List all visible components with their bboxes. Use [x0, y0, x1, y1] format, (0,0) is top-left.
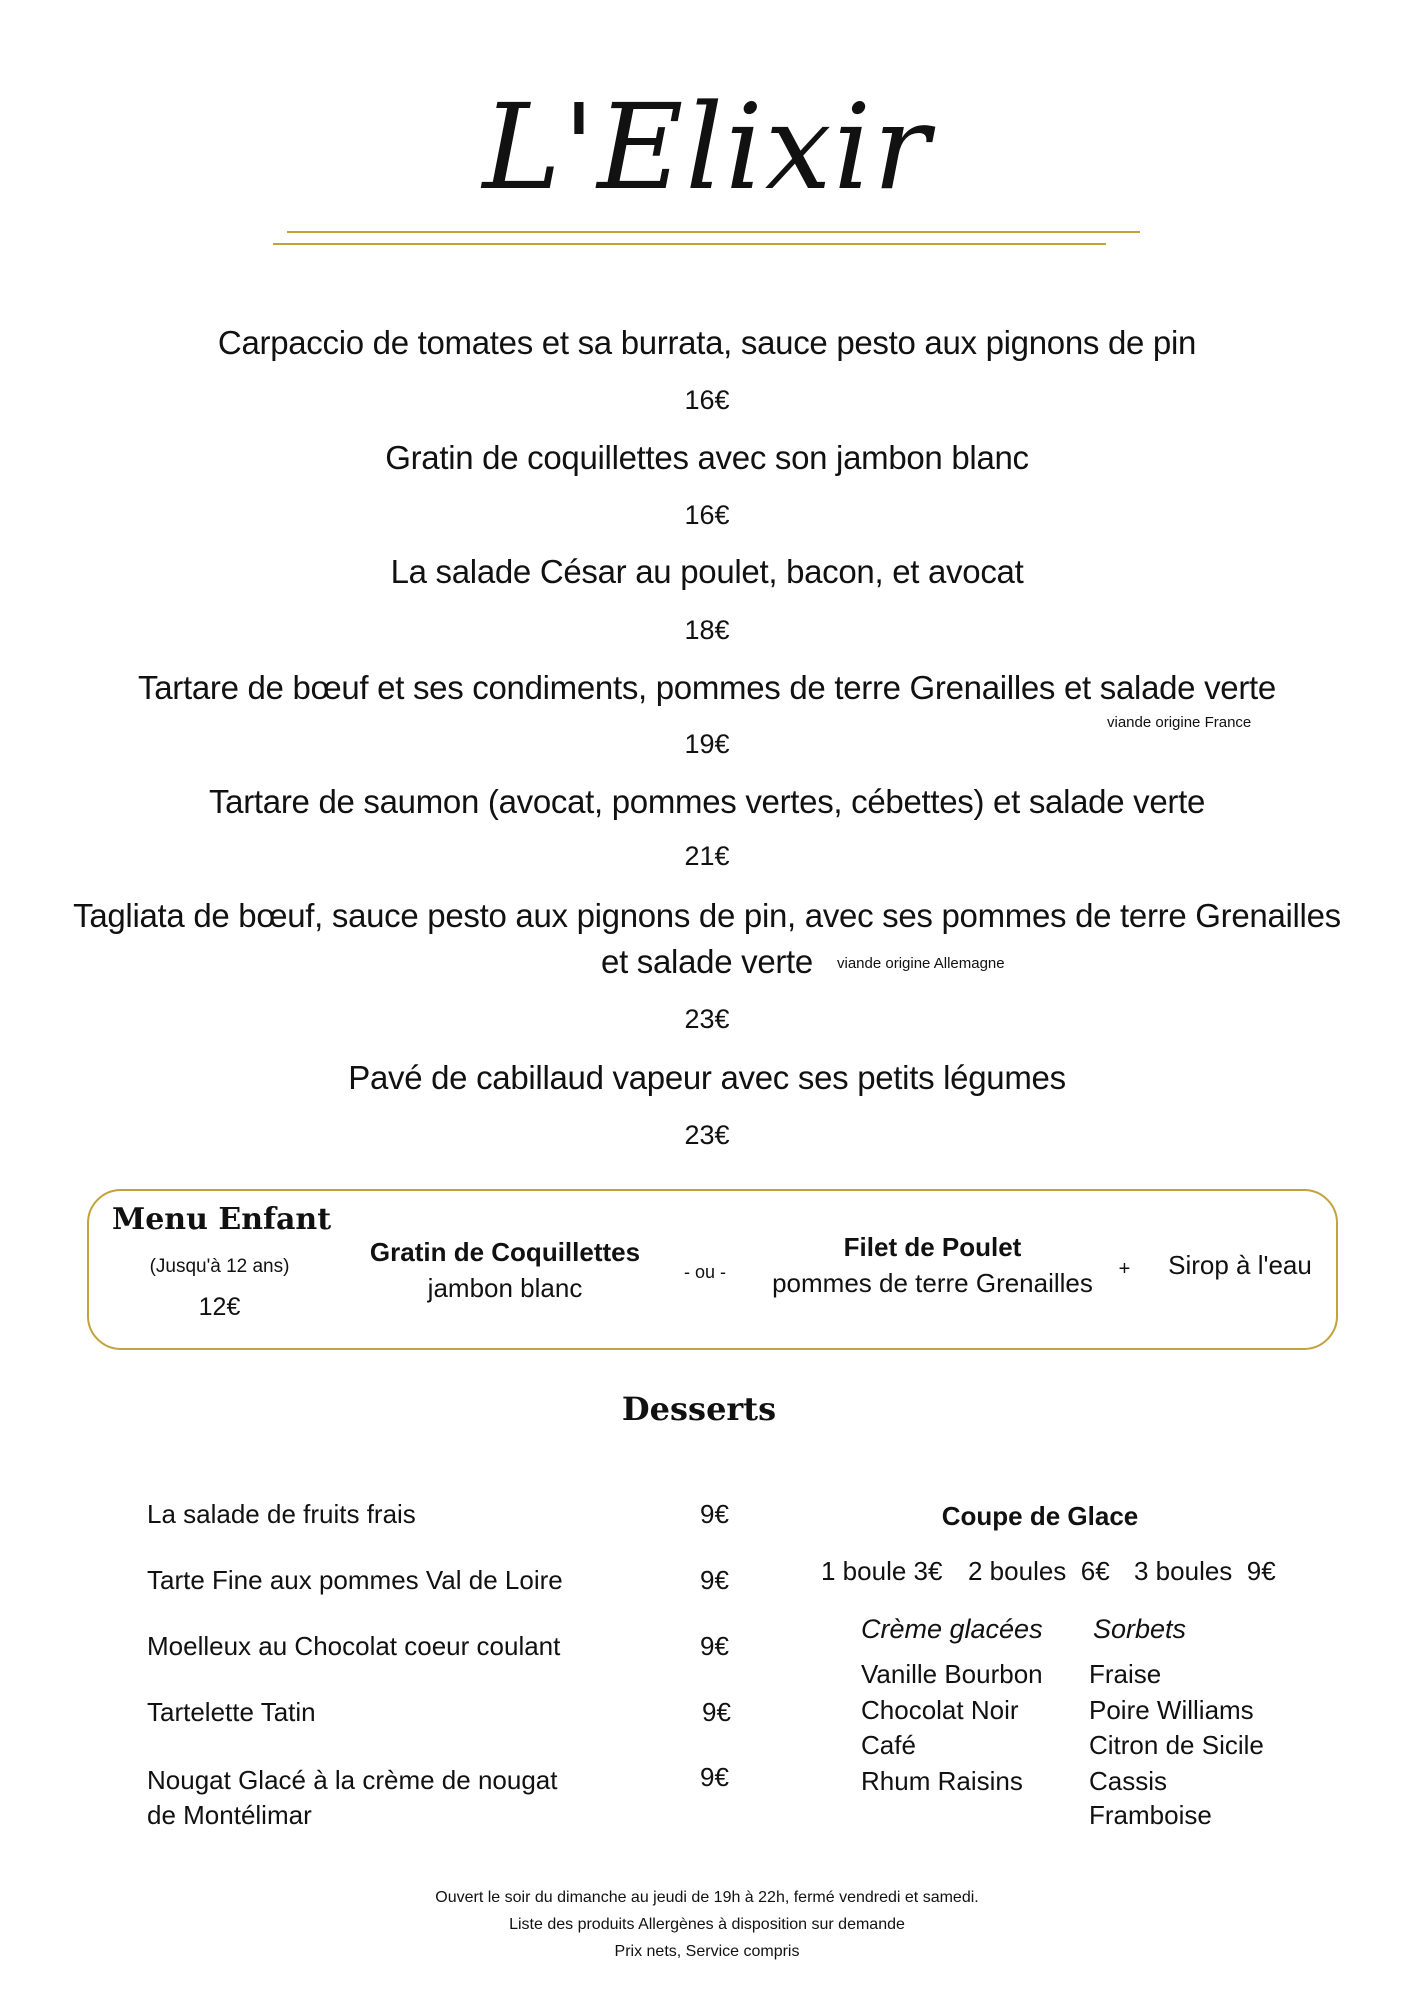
kids-menu-title: Menu Enfant [112, 1202, 332, 1237]
dish-price: 18€ [684, 615, 730, 645]
coupe-size: 2 boules 6€ [968, 1556, 1110, 1586]
dessert-name-continued: de Montélimar [147, 1800, 312, 1830]
sorbet-flavor: Cassis [1089, 1766, 1168, 1796]
sorbet-flavor: Poire Williams [1089, 1695, 1254, 1725]
coupe-size: 1 boule 3€ [821, 1556, 943, 1586]
dish-price: 16€ [684, 385, 730, 415]
creme-flavor: Rhum Raisins [861, 1766, 1023, 1796]
creme-flavor: Chocolat Noir [861, 1695, 1019, 1725]
dish-price: 23€ [684, 1120, 730, 1150]
dish-name: La salade César au poulet, bacon, et avocat [390, 553, 1024, 590]
desserts-heading: Desserts [621, 1390, 777, 1428]
cremes-heading: Crème glacées [861, 1614, 1043, 1644]
kids-drink: Sirop à l'eau [1168, 1250, 1312, 1280]
dessert-price: 9€ [700, 1565, 729, 1595]
restaurant-logo-title: L'Elixir [482, 78, 932, 216]
sorbet-flavor: Fraise [1089, 1659, 1162, 1689]
kids-menu-age: (Jusqu'à 12 ans) [149, 1256, 290, 1277]
kids-menu-price: 12€ [198, 1293, 241, 1321]
dish-name: Tartare de saumon (avocat, pommes vertes, cébettes) et salade verte [208, 783, 1206, 820]
gold-divider [287, 231, 1140, 233]
dessert-price: 9€ [700, 1499, 729, 1529]
dish-name-continued: et salade verte [601, 943, 813, 980]
kids-option-1-title: Gratin de Coquillettes [369, 1237, 641, 1267]
dish-price: 23€ [684, 1004, 730, 1034]
dish-price: 19€ [684, 729, 730, 759]
sorbets-heading: Sorbets [1093, 1614, 1187, 1644]
dish-name: Carpaccio de tomates et sa burrata, sauce pesto aux pignons de pin [217, 324, 1197, 361]
coupe-heading: Coupe de Glace [941, 1501, 1139, 1531]
sorbet-flavor: Citron de Sicile [1089, 1730, 1264, 1760]
dish-name: Tagliata de bœuf, sauce pesto aux pignons de pin, avec ses pommes de terre Grenailles [73, 897, 1341, 934]
plus-separator: + [1118, 1258, 1131, 1280]
dessert-price: 9€ [702, 1697, 731, 1727]
dish-name: Pavé de cabillaud vapeur avec ses petits légumes [348, 1059, 1066, 1096]
dish-price: 21€ [684, 841, 730, 871]
dessert-name: La salade de fruits frais [147, 1499, 416, 1529]
footer-prices: Prix nets, Service compris [614, 1943, 800, 1960]
coupe-size: 3 boules 9€ [1134, 1556, 1276, 1586]
footer-hours: Ouvert le soir du dimanche au jeudi de 19h à 22h, fermé vendredi et samedi. [435, 1889, 979, 1906]
kids-option-2-sub: pommes de terre Grenailles [772, 1268, 1093, 1298]
dish-price: 16€ [684, 500, 730, 530]
footer-allergens: Liste des produits Allergènes à disposition sur demande [509, 1916, 905, 1933]
origin-note: viande origine France [1107, 714, 1252, 731]
dessert-name: Tartelette Tatin [147, 1697, 316, 1727]
dessert-price: 9€ [700, 1631, 729, 1661]
dessert-price: 9€ [700, 1762, 729, 1792]
sorbet-flavor: Framboise [1089, 1800, 1212, 1830]
dessert-name: Moelleux au Chocolat coeur coulant [147, 1631, 561, 1661]
kids-option-1-sub: jambon blanc [427, 1273, 583, 1303]
dish-name: Tartare de bœuf et ses condiments, pommes de terre Grenailles et salade verte [138, 669, 1276, 706]
dessert-name: Tarte Fine aux pommes Val de Loire [147, 1565, 563, 1595]
origin-note: viande origine Allemagne [837, 955, 1005, 972]
kids-option-2-title: Filet de Poulet [843, 1232, 1022, 1262]
dessert-name: Nougat Glacé à la crème de nougat [147, 1765, 558, 1795]
gold-divider [273, 243, 1106, 245]
or-separator: - ou - [683, 1262, 726, 1282]
dish-name: Gratin de coquillettes avec son jambon blanc [385, 439, 1029, 476]
creme-flavor: Café [861, 1730, 916, 1760]
creme-flavor: Vanille Bourbon [861, 1659, 1043, 1689]
